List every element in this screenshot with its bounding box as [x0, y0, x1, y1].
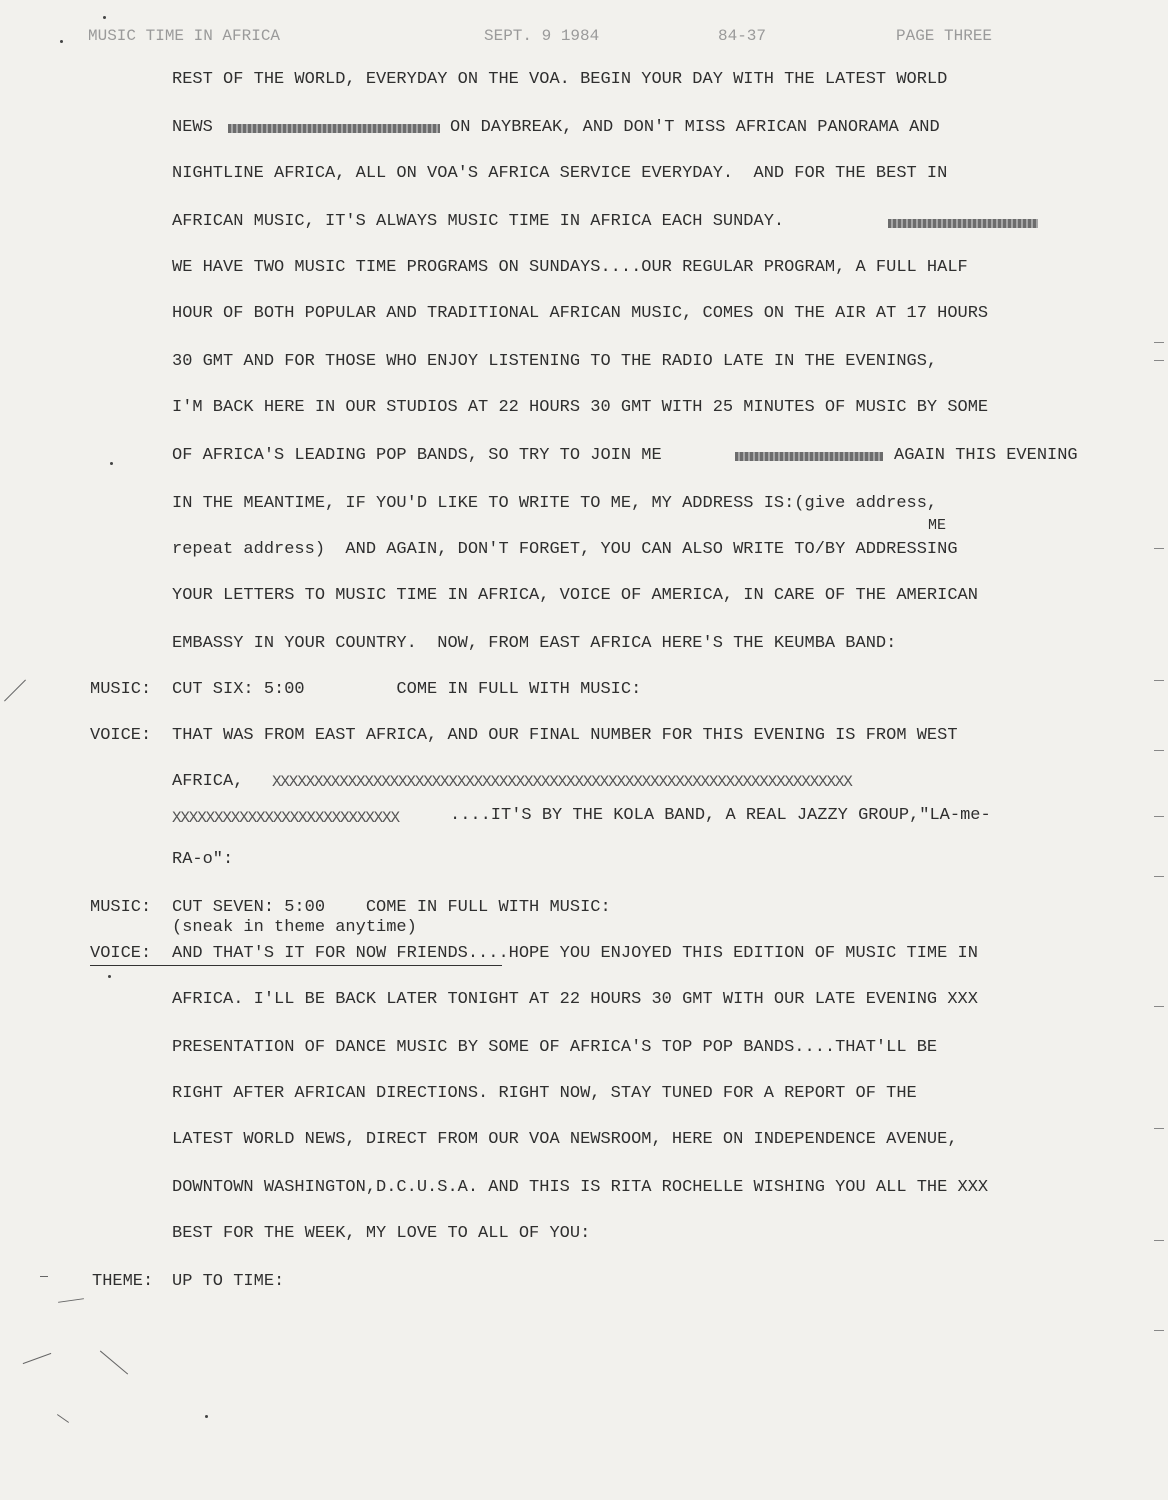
edge-tick — [1154, 548, 1164, 549]
closing-line-3: RIGHT AFTER AFRICAN DIRECTIONS. RIGHT NOW, STAY TUNED FOR A REPORT OF THE — [172, 1084, 917, 1103]
edge-tick — [1154, 1128, 1164, 1129]
pencil-mark — [58, 1298, 84, 1303]
body-line-10: IN THE MEANTIME, IF YOU'D LIKE TO WRITE TO ME, MY ADDRESS IS:(give address, — [172, 494, 938, 513]
body-line-7: 30 GMT AND FOR THOSE WHO ENJOY LISTENING TO THE RADIO LATE IN THE EVENINGS, — [172, 352, 938, 371]
body-line-13: EMBASSY IN YOUR COUNTRY. NOW, FROM EAST AFRICA HERE'S THE KEUMBA BAND: — [172, 634, 897, 653]
body-line-2b: ON DAYBREAK, AND DON'T MISS AFRICAN PANORAMA AND — [450, 118, 940, 137]
edge-tick — [1154, 1006, 1164, 1007]
pencil-mark — [23, 1353, 52, 1364]
redaction-mark — [735, 452, 883, 461]
ink-speck — [60, 40, 63, 43]
cue-text-music-1: CUT SIX: 5:00 COME IN FULL WITH MUSIC: — [172, 680, 642, 699]
voice-line-kola: ....IT'S BY THE KOLA BAND, A REAL JAZZY GROUP,"LA-me- — [450, 806, 991, 825]
edge-tick — [1154, 816, 1164, 817]
pencil-mark — [40, 1276, 48, 1277]
cue-text-voice-2: AND THAT'S IT FOR NOW FRIENDS....HOPE YOU ENJOYED THIS EDITION OF MUSIC TIME IN — [172, 944, 978, 963]
ink-speck — [108, 975, 111, 978]
edge-tick — [1154, 360, 1164, 361]
edge-tick — [1154, 876, 1164, 877]
body-line-12: YOUR LETTERS TO MUSIC TIME IN AFRICA, VOICE OF AMERICA, IN CARE OF THE AMERICAN — [172, 586, 978, 605]
pencil-mark — [4, 680, 26, 702]
cue-note-sneak: (sneak in theme anytime) — [172, 918, 417, 937]
cue-tag-voice-1: VOICE: — [90, 726, 152, 745]
pencil-mark — [57, 1414, 69, 1423]
body-line-8: I'M BACK HERE IN OUR STUDIOS AT 22 HOURS 30 GMT WITH 25 MINUTES OF MUSIC BY SOME — [172, 398, 989, 417]
edge-tick — [1154, 1330, 1164, 1331]
closing-line-1: AFRICA. I'LL BE BACK LATER TONIGHT AT 22 HOURS 30 GMT WITH OUR LATE EVENING XXX — [172, 990, 978, 1009]
redaction-mark — [888, 219, 1038, 228]
ink-speck — [205, 1415, 208, 1418]
voice-line-title: RA-o": — [172, 850, 234, 869]
closing-line-5: DOWNTOWN WASHINGTON,D.C.U.S.A. AND THIS IS RITA ROCHELLE WISHING YOU ALL THE XXX — [172, 1178, 989, 1197]
body-line-11: repeat address) AND AGAIN, DON'T FORGET, YOU CAN ALSO WRITE TO/BY ADDRESSING — [172, 540, 958, 559]
inserted-word-me: ME — [928, 517, 947, 534]
ink-speck — [110, 462, 113, 465]
edge-tick — [1154, 1240, 1164, 1241]
body-line-3: NIGHTLINE AFRICA, ALL ON VOA'S AFRICA SERVICE EVERYDAY. AND FOR THE BEST IN — [172, 164, 948, 183]
body-line-4: AFRICAN MUSIC, IT'S ALWAYS MUSIC TIME IN AFRICA EACH SUNDAY. — [172, 212, 785, 231]
cue-text-voice-1: THAT WAS FROM EAST AFRICA, AND OUR FINAL NUMBER FOR THIS EVENING IS FROM WEST — [172, 726, 958, 745]
closing-line-6: BEST FOR THE WEEK, MY LOVE TO ALL OF YOU: — [172, 1224, 591, 1243]
body-line-9b: AGAIN THIS EVENING — [894, 446, 1078, 465]
edge-tick — [1154, 680, 1164, 681]
header-number: 84-37 — [718, 27, 767, 45]
body-line-9a: OF AFRICA'S LEADING POP BANDS, SO TRY TO JOIN ME — [172, 446, 662, 465]
body-line-1: REST OF THE WORLD, EVERYDAY ON THE VOA. BEGIN YOUR DAY WITH THE LATEST WORLD — [172, 70, 948, 89]
edge-tick — [1154, 342, 1164, 343]
header-program: MUSIC TIME IN AFRICA — [88, 27, 281, 45]
cue-tag-voice-2: VOICE: — [90, 944, 152, 963]
closing-line-2: PRESENTATION OF DANCE MUSIC BY SOME OF AFRICA'S TOP POP BANDS....THAT'LL BE — [172, 1038, 938, 1057]
ink-speck — [103, 16, 106, 19]
cue-tag-music-2: MUSIC: — [90, 898, 152, 917]
cue-text-theme: UP TO TIME: — [172, 1272, 285, 1291]
edge-tick — [1154, 750, 1164, 751]
cue-text-music-2: CUT SEVEN: 5:00 COME IN FULL WITH MUSIC: — [172, 898, 611, 917]
struck-out-text: XXXXXXXXXXXXXXXXXXXXXXXXXXXXXXXXXXXXXXXXXXXXXXXXXXXXXXXXXXXXXXXXXXXXX — [272, 773, 852, 791]
body-line-5: WE HAVE TWO MUSIC TIME PROGRAMS ON SUNDAYS....OUR REGULAR PROGRAM, A FULL HALF — [172, 258, 968, 277]
header-page: PAGE THREE — [896, 27, 993, 45]
cue-tag-music-1: MUSIC: — [90, 680, 152, 699]
closing-line-4: LATEST WORLD NEWS, DIRECT FROM OUR VOA NEWSROOM, HERE ON INDEPENDENCE AVENUE, — [172, 1130, 958, 1149]
header-date: SEPT. 9 1984 — [484, 27, 600, 45]
underline-mark — [90, 965, 502, 966]
voice-line-africa: AFRICA, — [172, 772, 244, 791]
cue-tag-theme: THEME: — [92, 1272, 154, 1291]
redaction-mark — [228, 124, 440, 133]
body-line-6: HOUR OF BOTH POPULAR AND TRADITIONAL AFRICAN MUSIC, COMES ON THE AIR AT 17 HOURS — [172, 304, 989, 323]
pencil-mark — [100, 1351, 128, 1375]
body-line-2a: NEWS — [172, 118, 213, 137]
struck-out-text: XXXXXXXXXXXXXXXXXXXXXXXXXXX — [172, 809, 399, 827]
